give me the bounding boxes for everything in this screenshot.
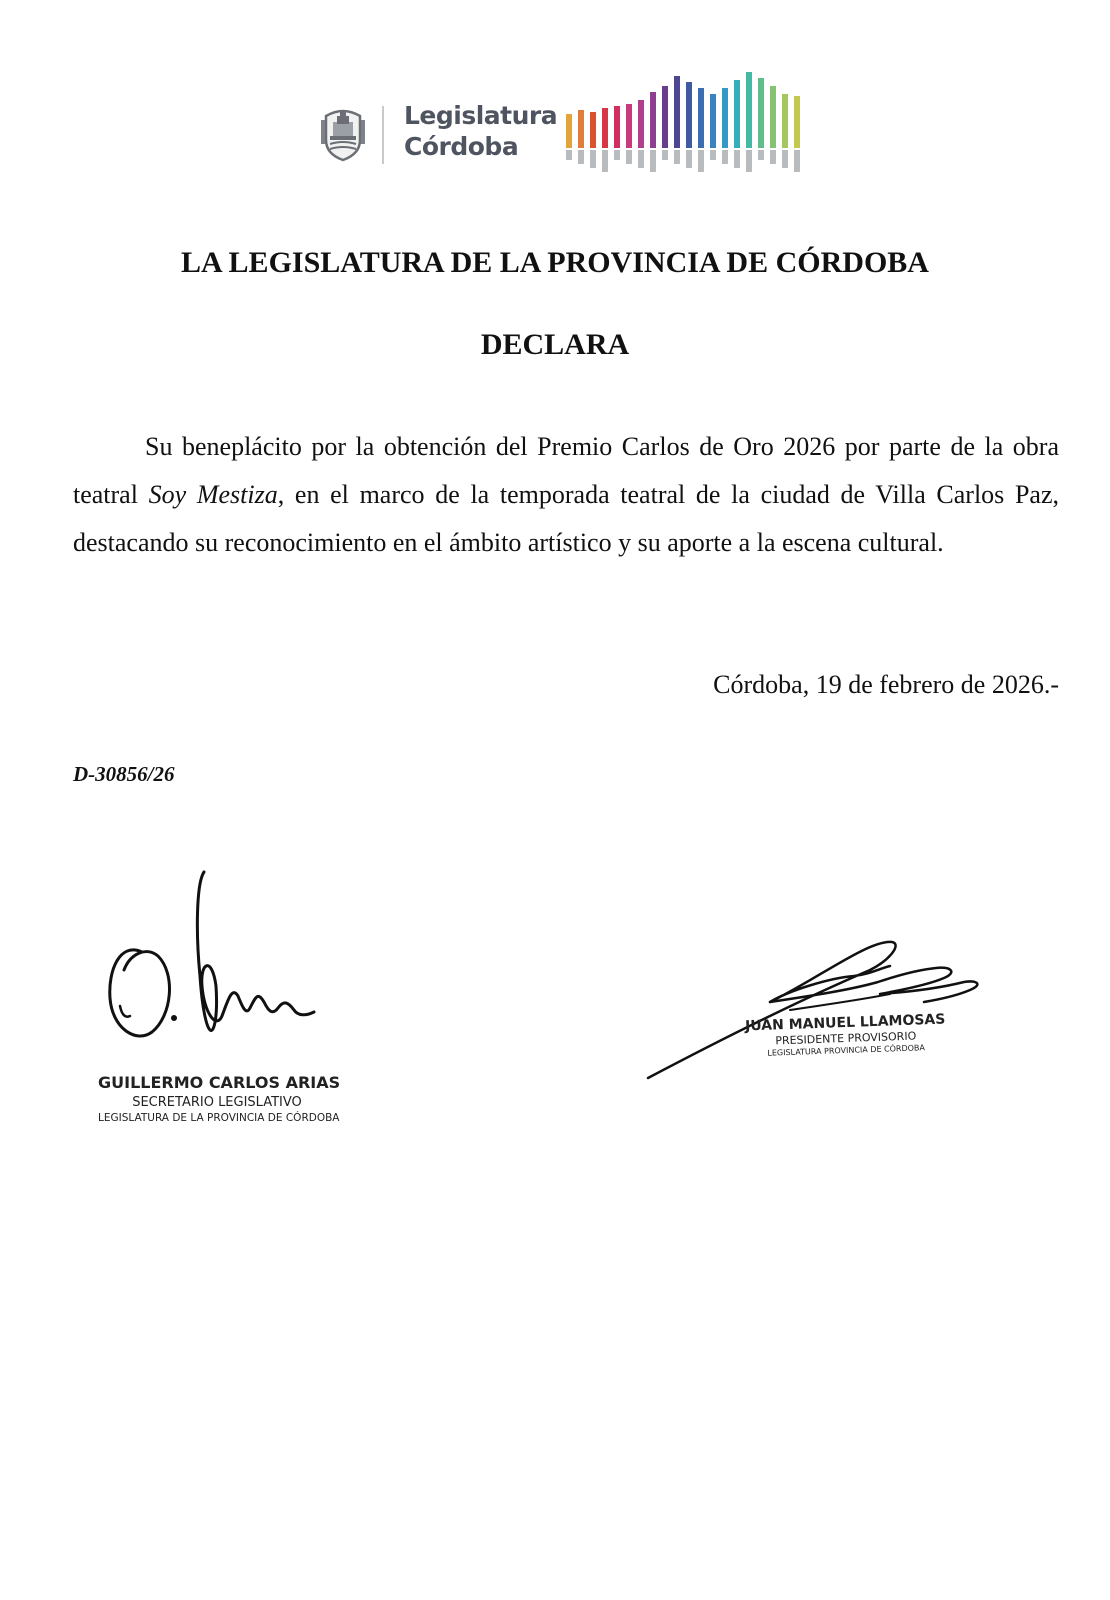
color-bars-logo-icon [566,66,806,178]
logo-gray-bar [758,150,764,160]
body-text-start: Su beneplácito por la obtención del Premio Carlos de Oro 2026 por parte de la obra teatral [73,432,1059,509]
document-number: D-30856/26 [73,762,175,786]
provincial-crest-icon [318,106,368,162]
logo-color-bar [650,92,656,148]
logo-color-bar [710,94,716,148]
logo-color-bar [770,86,776,148]
letterhead-divider [382,106,384,164]
logo-color-bar [662,86,668,148]
logo-color-bar [794,96,800,148]
logo-color-bar [686,82,692,148]
body-text-end: , en el marco de la temporada teatral de la ciudad de Villa Carlos Paz, destacando su reconocimiento en el ámbito artístico y su aporte a la escena cultural. [73,480,1060,557]
logo-gray-bar [614,150,620,160]
logo-color-bar [758,78,764,148]
signatory-role: SECRETARIO LEGISLATIVO [132,1095,302,1110]
logo-gray-bar [782,150,788,168]
signature-arias-icon [100,866,330,1056]
logo-color-bar [746,72,752,148]
logo-gray-bar [770,150,776,164]
logo-gray-bar [698,150,704,172]
logo-color-bar [602,108,608,148]
logo-gray-bar [710,150,716,160]
logo-gray-bar [746,150,752,172]
declaration-body [73,423,1059,567]
signatory-institution: LEGISLATURA DE LA PROVINCIA DE CÓRDOBA [98,1112,340,1124]
declara-heading: DECLARA [480,328,630,361]
logo-color-bar [614,106,620,148]
signatory-name: JUAN MANUEL LLAMOSAS [744,1011,946,1035]
logo-gray-bar [686,150,692,168]
logo-gray-bar [590,150,596,168]
logo-color-bar [722,88,728,148]
logo-color-bar [566,114,572,148]
logo-color-bar [698,88,704,148]
work-title: Soy Mestiza [148,480,278,509]
logo-gray-bar [638,150,644,168]
logo-gray-bar [674,150,680,164]
signatory-block-llamosas [730,1010,961,1060]
logo-color-bar [626,104,632,148]
logo-color-bar [578,110,584,148]
logo-gray-bar [578,150,584,164]
logo-line-1: Legislatura [404,101,558,130]
logo-color-bar [638,100,644,148]
logo-color-bar [674,76,680,148]
document-title: LA LEGISLATURA DE LA PROVINCIA DE CÓRDOBA [181,246,929,279]
logo-gray-bar [602,150,608,172]
signatory-name: GUILLERMO CARLOS ARIAS [98,1073,341,1092]
letterhead [318,66,808,178]
logo-color-bar [782,94,788,148]
logo-gray-bar [722,150,728,164]
logo-gray-bar [626,150,632,164]
place-and-date: Córdoba, 19 de febrero de 2026.- [713,670,1059,699]
logo-color-bar [590,112,596,148]
logo-color-bar [734,80,740,148]
logo-line-2: Córdoba [404,132,519,161]
signatory-role: PRESIDENTE PROVISORIO [775,1029,917,1048]
signatory-block-arias [98,1072,341,1126]
logo-gray-bar [734,150,740,168]
logo-gray-bar [662,150,668,160]
legislature-logo-text [404,100,557,162]
logo-gray-bar [794,150,800,172]
signatory-institution: LEGISLATURA PROVINCIA DE CÓRDOBA [767,1043,926,1058]
logo-gray-bar [650,150,656,172]
logo-gray-bar [566,150,572,160]
